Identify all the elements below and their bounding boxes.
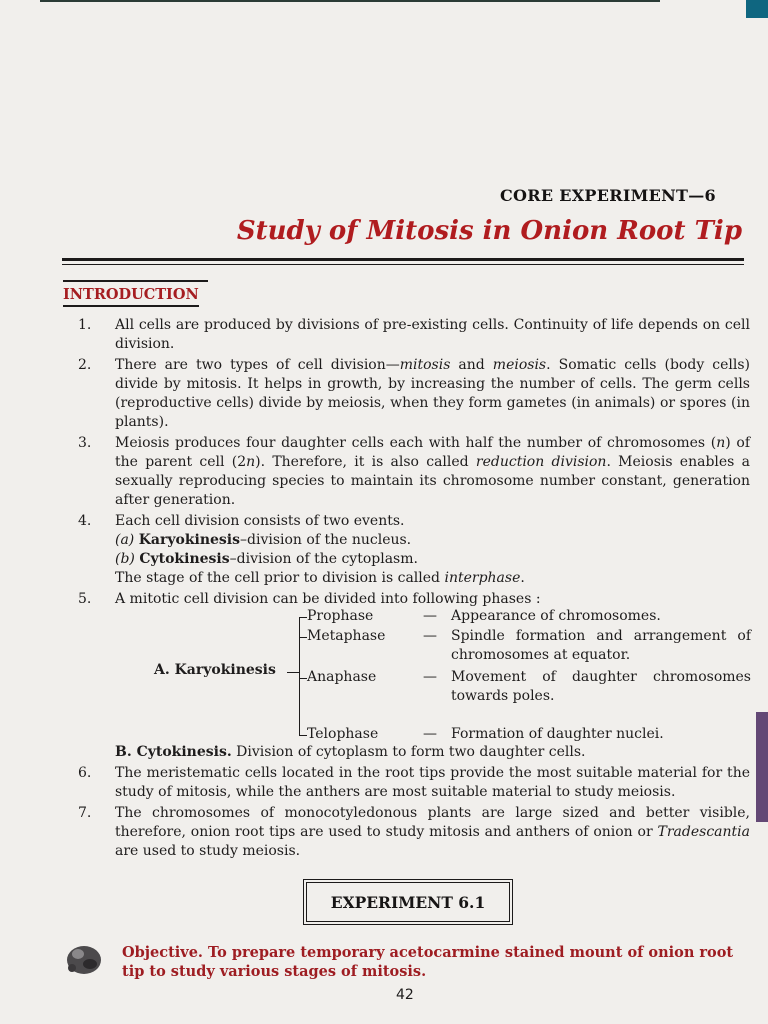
- core-experiment-label: CORE EXPERIMENT—6: [499, 186, 716, 205]
- phase-description: Formation of daughter nuclei.: [451, 726, 664, 742]
- text-run: The stage of the cell prior to division is called: [115, 570, 445, 586]
- term-cytokinesis-b: B. Cytokinesis.: [115, 744, 232, 760]
- term-meiosis: meiosis: [492, 357, 547, 373]
- bracket-tick: [299, 678, 307, 679]
- text-run: –division of the nucleus.: [240, 532, 412, 548]
- text-run: There are two types of cell division—: [115, 357, 400, 373]
- objective-icon: [62, 938, 106, 978]
- text-run: –division of the cytoplasm.: [229, 551, 418, 567]
- bracket-line: [299, 617, 300, 736]
- section-heading-introduction: INTRODUCTION: [63, 286, 199, 307]
- item-number: 2.: [78, 357, 92, 373]
- text-line: A mitotic cell division can be divided into following phases :: [115, 591, 541, 607]
- list-item-4: [78, 512, 750, 588]
- sub-item-b: [115, 550, 750, 569]
- item-text: [115, 356, 750, 432]
- text-run: are used to study meiosis.: [115, 843, 301, 859]
- text-run: The chromosomes of monocotyledonous plants are large sized and better visible, therefore, onion root tips are used to study mitosis and anthers of onion or: [115, 805, 750, 840]
- item-text: [115, 434, 750, 510]
- objective-text: [122, 943, 752, 981]
- phase-description: Spindle formation and arrangement of chromosomes at equator.: [451, 628, 751, 663]
- item-text: All cells are produced by divisions of pre-existing cells. Continuity of life depends on cell division.: [115, 317, 750, 352]
- term-mitosis: mitosis: [399, 357, 451, 373]
- term-cytokinesis: Cytokinesis: [139, 551, 230, 567]
- bracket-tick: [299, 637, 307, 638]
- item-number: 3.: [78, 435, 92, 451]
- introduction-list: [78, 316, 750, 863]
- page-edge-mark: [756, 712, 768, 822]
- cytokinesis-line: [115, 743, 750, 762]
- item-text: [115, 512, 750, 588]
- item-number: 4.: [78, 513, 92, 529]
- phase-table: [115, 609, 750, 743]
- item-number: 1.: [78, 317, 92, 333]
- phase-description: Appearance of chromosomes.: [451, 608, 661, 624]
- term-interphase: interphase: [444, 570, 521, 586]
- karyokinesis-label: A. Karyokinesis: [154, 662, 276, 678]
- phase-dash: —: [423, 628, 437, 644]
- text-run: and: [450, 357, 493, 373]
- objective-body: To prepare temporary acetocarmine stained mount of onion root tip to study various stages of mitosis.: [122, 944, 734, 980]
- item-number: 6.: [78, 765, 92, 781]
- bracket-tick: [299, 617, 307, 618]
- page-number: 42: [396, 987, 414, 1003]
- bracket-stem: [287, 672, 299, 673]
- top-border-line: [40, 0, 660, 2]
- phase-name: Anaphase: [307, 669, 377, 685]
- list-item-1: [78, 316, 750, 354]
- corner-tab-mark: [746, 0, 768, 18]
- text-run: . Meiosis enables a sexually reproducing species to maintain its chromosome number constant, generation after generation.: [115, 454, 750, 508]
- sub-label: (b): [115, 551, 140, 567]
- sub-label: (a): [115, 532, 139, 548]
- experiment-box: EXPERIMENT 6.1: [306, 882, 510, 922]
- intro-top-bar: [63, 280, 208, 282]
- phase-dash: —: [423, 726, 437, 742]
- item-text: [115, 804, 750, 861]
- bracket-tick: [299, 735, 307, 736]
- list-item-2: [78, 356, 750, 432]
- term-tradescantia: Tradescantia: [657, 824, 750, 840]
- list-item-6: [78, 764, 750, 802]
- text-run: Division of cytoplasm to form two daughter cells.: [231, 744, 586, 760]
- list-item-3: [78, 434, 750, 510]
- interphase-line: [115, 569, 750, 588]
- text-run: . Somatic cells (body cells) divide by mitosis. It helps in growth, by increasing the number of cells. The germ cells (reproductive cells) divide by meiosis, when they form gametes (in animals) or spores (in plants).: [115, 357, 750, 430]
- phase-name: Telophase: [307, 726, 379, 742]
- phase-name: Metaphase: [307, 628, 386, 644]
- text-run: Meiosis produces four daughter cells each with half the number of chromosomes (: [115, 435, 717, 451]
- sub-item-a: [115, 531, 750, 550]
- item-text: [115, 590, 750, 762]
- term-reduction-division: reduction division: [475, 454, 607, 470]
- list-item-7: [78, 804, 750, 861]
- list-item-5: [78, 590, 750, 762]
- phase-name: Prophase: [307, 608, 374, 624]
- page-title: Study of Mitosis in Onion Root Tip: [236, 216, 742, 246]
- text-run: ). Therefore, it is also called: [255, 454, 476, 470]
- title-rule-thin: [62, 264, 744, 265]
- item-number: 7.: [78, 805, 92, 821]
- item-number: 5.: [78, 591, 92, 607]
- symbol-n: n: [246, 454, 256, 470]
- phase-dash: —: [423, 608, 437, 624]
- phase-description: Movement of daughter chromosomes towards poles.: [451, 669, 751, 704]
- item-text: The meristematic cells located in the root tips provide the most suitable material for the study of mitosis, while the anthers are most suitable material to study meiosis.: [115, 765, 750, 800]
- objective-label: Objective.: [122, 944, 203, 961]
- text-run: .: [520, 570, 525, 586]
- phase-dash: —: [423, 669, 437, 685]
- text-line: Each cell division consists of two events.: [115, 513, 405, 529]
- title-rule-thick: [62, 258, 744, 261]
- symbol-n: n: [716, 435, 726, 451]
- term-karyokinesis: Karyokinesis: [138, 532, 241, 548]
- text-run: ) of the parent cell (2: [115, 435, 750, 470]
